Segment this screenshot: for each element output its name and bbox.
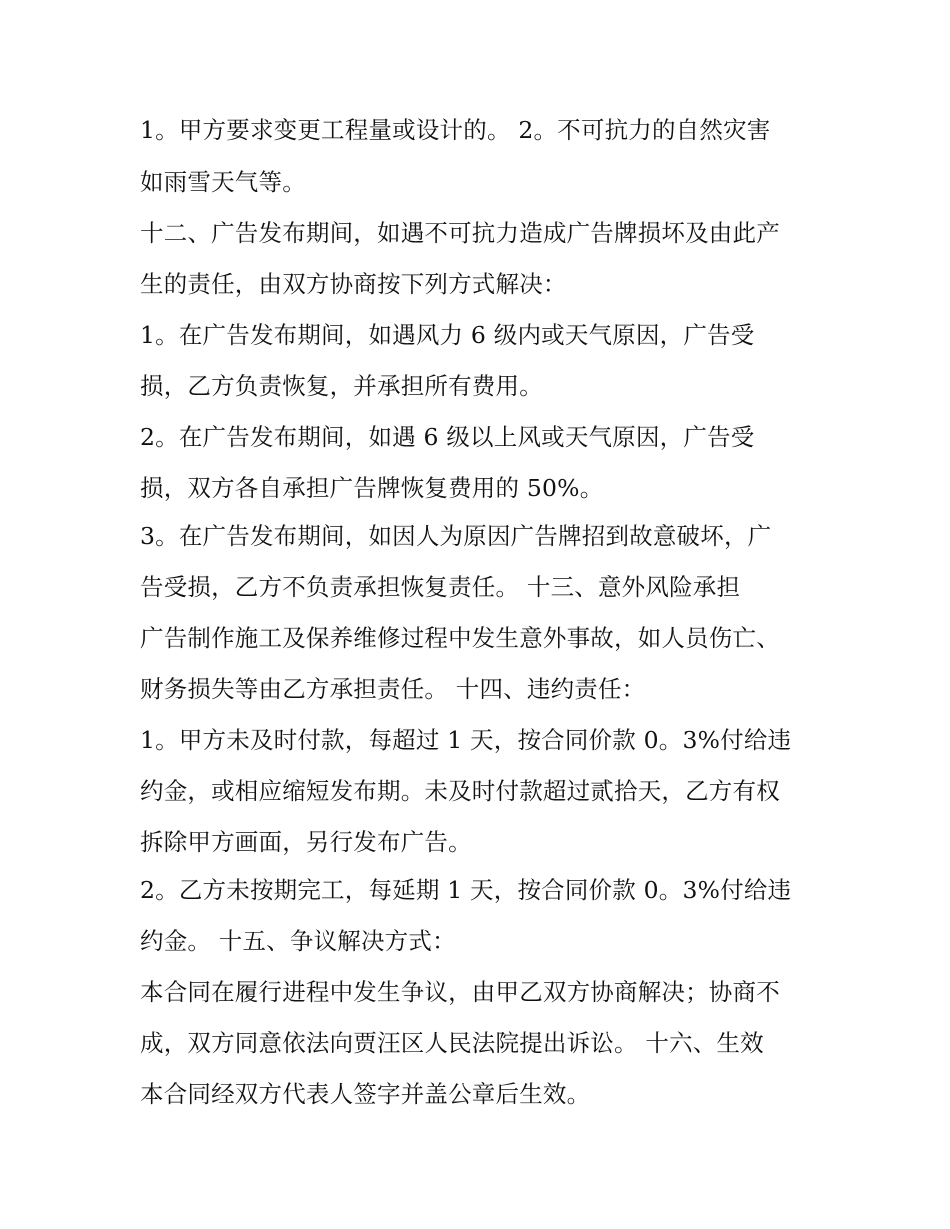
text-line: 成，双方同意依法向贾汪区人民法院提出诉讼。 十六、生效	[140, 1029, 764, 1057]
text-line: 1。甲方要求变更工程量或设计的。 2。不可抗力的自然灾害	[140, 116, 771, 144]
text-line: 生的责任，由双方协商按下列方式解决：	[140, 270, 567, 298]
text-line: 拆除甲方画面，另行发布广告。	[140, 828, 472, 856]
text-line: 约金，或相应缩短发布期。未及时付款超过贰拾天，乙方有权	[140, 777, 780, 805]
text-line: 如雨雪天气等。	[140, 168, 306, 196]
text-line: 财务损失等由乙方承担责任。 十四、违约责任：	[140, 675, 646, 703]
text-line: 损，双方各自承担广告牌恢复费用的 50%。	[140, 474, 604, 502]
text-line: 本合同经双方代表人签字并盖公章后生效。	[140, 1080, 591, 1108]
text-line: 2。在广告发布期间，如遇 6 级以上风或天气原因，广告受	[140, 423, 755, 451]
text-line: 告受损，乙方不负责承担恢复责任。 十三、意外风险承担	[140, 573, 741, 601]
text-line: 3。在广告发布期间，如因人为原因广告牌招到故意破坏，广	[140, 522, 772, 550]
text-line: 1。在广告发布期间，如遇风力 6 级内或天气原因，广告受	[140, 321, 755, 349]
text-line: 约金。 十五、争议解决方式：	[140, 927, 456, 955]
text-line: 1。甲方未及时付款，每超过 1 天，按合同价款 0。3%付给违	[140, 726, 792, 754]
text-line: 十二、广告发布期间，如遇不可抗力造成广告牌损坏及由此产	[140, 219, 780, 247]
text-line: 2。乙方未按期完工，每延期 1 天，按合同价款 0。3%付给违	[140, 876, 792, 904]
text-line: 本合同在履行进程中发生争议，由甲乙双方协商解决；协商不	[140, 978, 780, 1006]
text-line: 广告制作施工及保养维修过程中发生意外事故，如人员伤亡、	[140, 624, 780, 652]
text-line: 损，乙方负责恢复，并承担所有费用。	[140, 372, 543, 400]
